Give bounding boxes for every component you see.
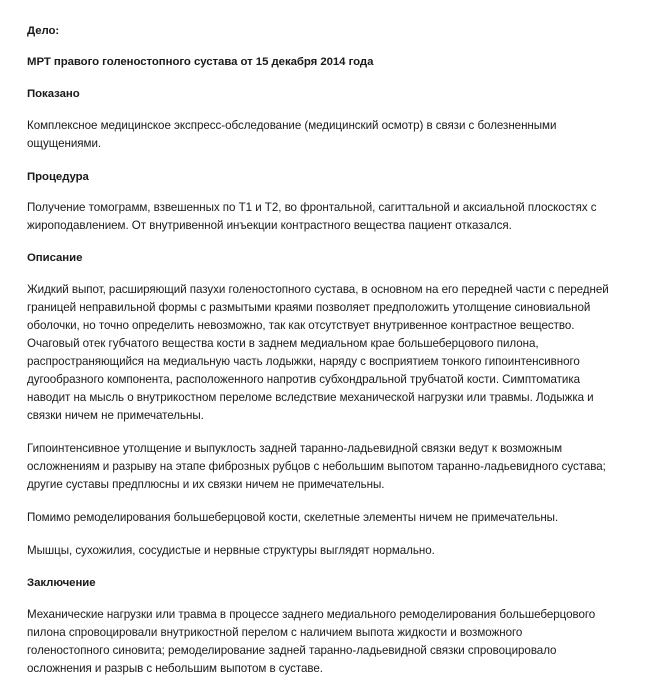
conclusion-line: пилона спровоцировали внутрикостной перелом с наличием выпота жидкости и возможного <box>27 626 523 639</box>
conclusion-line: голеностопного синовита; ремоделирование задней таранно-ладьевидной связки спровоцировало <box>27 644 557 657</box>
description-line: Очаговый отек губчатого вещества кости в заднем медиальном крае большеберцового пилона, <box>27 337 539 350</box>
description-line: наводит на мысль о внутрикостном переломе вследствие механической нагрузки или травмы. Лодыжка и <box>27 391 594 404</box>
description-line: распространяющийся на медиальную часть лодыжки, наряду с восприятием тонкого гипоинтенсивного <box>27 355 580 368</box>
description-line: другие суставы предплюсны и их связки ничем не примечательны. <box>27 478 385 491</box>
heading-conclusion: Заключение <box>27 577 96 589</box>
heading-description: Описание <box>27 252 83 264</box>
indicated-line: ощущениями. <box>27 137 102 150</box>
description-line: дугообразного компонента, расположенного напротив субхондральной трубчатой кости. Симптоматика <box>27 373 581 386</box>
description-line: Мышцы, сухожилия, сосудистые и нервные структуры выглядят нормально. <box>27 544 435 557</box>
description-line: осложнениям и разрыву на этапе фиброзных рубцов с небольшим выпотом таранно-ладьевидного сустава; <box>27 460 606 473</box>
description-line: Помимо ремоделирования большеберцовой кости, скелетные элементы ничем не примечательны. <box>27 511 559 524</box>
document-title: МРТ правого голеностопного сустава от 15 декабря 2014 года <box>27 56 374 68</box>
case-label: Дело: <box>27 25 60 37</box>
description-line: связки ничем не примечательны. <box>27 409 204 422</box>
description-line: Гипоинтенсивное утолщение и выпуклость задней таранно-ладьевидной связки ведут к возможным <box>27 442 563 455</box>
description-line: оболочки, но точно определить невозможно, так как отсутствует внутривенное контрастное вещество. <box>27 319 575 332</box>
conclusion-line: Механические нагрузки или травма в процессе заднего медиального ремоделирования большеберцового <box>27 608 596 621</box>
heading-procedure: Процедура <box>27 171 89 183</box>
description-line: границей неправильной формы с размытыми краями позволяет предположить утолщение синовиальной <box>27 301 591 314</box>
procedure-line: Получение томограмм, взвешенных по Т1 и Т2, во фронтальной, сагиттальной и аксиальной плоскостях с <box>27 201 597 214</box>
description-line: Жидкий выпот, расширяющий пазухи голеностопного сустава, в основном на его передней части с передней <box>27 283 609 296</box>
conclusion-line: осложнения и разрыв с небольшим выпотом в суставе. <box>27 662 323 675</box>
procedure-line: жироподавлением. От внутривенной инъекции контрастного вещества пациент отказался. <box>27 219 512 232</box>
indicated-line: Комплексное медицинское экспресс-обследование (медицинский осмотр) в связи с болезненными <box>27 119 557 132</box>
heading-indicated: Показано <box>27 88 80 100</box>
